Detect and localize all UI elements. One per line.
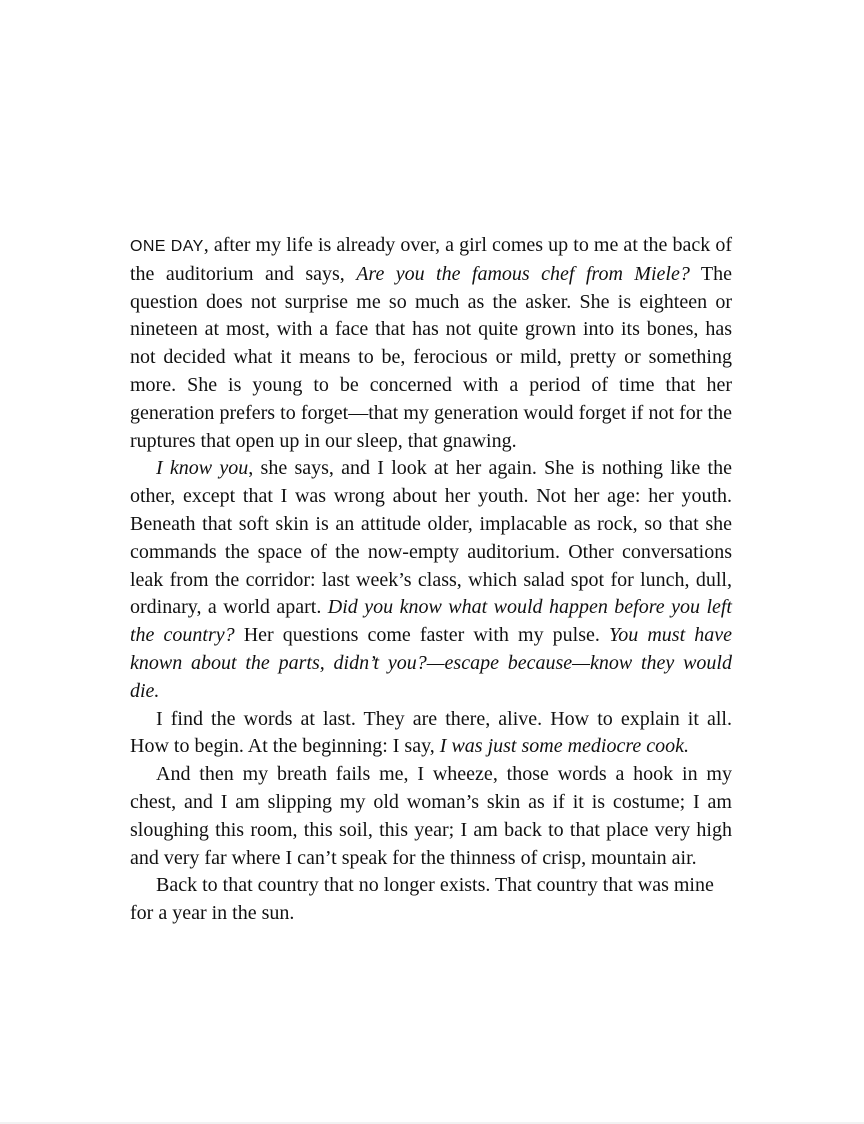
- paragraph-text: The question does not surprise me so much as the asker. She is eighteen or nineteen at most, with a face that has not quite grown into its bones, has not decided what it means to be, ferocious or mild, pretty or something more. She is young to be concerned with a period of time that her generation prefers to forget—that my generation would forget if not for the ruptures that open up in our sleep, that gnawing.: [130, 262, 732, 452]
- paragraph-text: Her questions come faster with my pulse.: [234, 624, 609, 647]
- paragraph-text: I find the words at last. They are there, alive. How to explain it all. How to begin. At the beginning: I say,: [130, 707, 732, 758]
- italic-dialogue: You must have known about the parts, didn’t you?—escape because—know they would die.: [130, 624, 732, 702]
- paragraph-text: Back to that country that no longer exists. That country that was mine for a year in the sun.: [130, 874, 714, 925]
- paragraph-2: [130, 455, 732, 705]
- paragraph-text: , she says, and I look at her again. She is nothing like the other, except that I was wrong about her youth. Not her age: her youth. Beneath that soft skin is an attitude older, implacable as rock, so that she commands the space of the now-empty auditorium. Other conversations leak from the corridor: last week’s class, which salad spot for lunch, dull, ordinary, a world apart.: [130, 457, 732, 619]
- italic-dialogue: Are you the famous chef from Miele?: [356, 262, 690, 285]
- book-page: [130, 232, 732, 928]
- chapter-lead-in: ONE DAY: [130, 238, 204, 255]
- italic-dialogue: I was just some mediocre cook.: [439, 735, 689, 758]
- paragraph-text: , after my life is already over, a girl comes up to me at the back of the auditorium and says,: [130, 234, 732, 285]
- paragraph-text: And then my breath fails me, I wheeze, those words a hook in my chest, and I am slipping my old woman’s skin as if it is costume; I am sloughing this room, this soil, this year; I am back to that place very high and very far where I can’t speak for the thinness of crisp, mountain air.: [130, 763, 732, 869]
- paragraph-1: [130, 232, 732, 455]
- paragraph-3: [130, 706, 732, 762]
- italic-dialogue: Did you know what would happen before you left the country?: [130, 596, 732, 647]
- paragraph-4: [130, 761, 732, 872]
- paragraph-5: [130, 872, 732, 928]
- italic-dialogue: I know you: [156, 457, 249, 480]
